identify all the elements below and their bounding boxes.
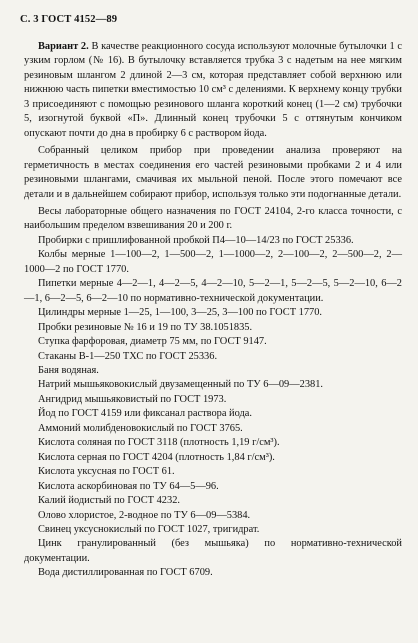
assembly-paragraph: Собранный целиком прибор при проведении анализа проверяют на герметичность в местах соединения его частей резиновыми пробками 2 и 4 или резиновыми шлангами, смачивая их мыльной пеной. После этого помечают все детали и в дальнейшем собирают прибор, используя только эти подогнанные детали. [24, 145, 402, 200]
equipment-item: Стаканы В-1—250 ТХС по ГОСТ 25336. [38, 350, 218, 362]
equipment-item: Колбы мерные 1—100—2, 1—500—2, 1—1000—2, 2—100—2, 2—500—2, 2—1000—2 по ГОСТ 1770. [24, 249, 402, 275]
reagent-item: Кислота соляная по ГОСТ 3118 (плотность 1,19 г/см³). [38, 437, 280, 449]
page-content [24, 40, 402, 581]
reagent-item: Йод по ГОСТ 4159 или фиксанал раствора йода. [38, 408, 253, 420]
variant-label: Вариант 2. [38, 41, 89, 52]
page-header: С. 3 ГОСТ 4152—89 [20, 14, 118, 25]
reagent-item: Кислота аскорбиновая по ТУ 64—5—96. [38, 480, 219, 492]
reagent-item: Аммоний молибденовокислый по ГОСТ 3765. [38, 422, 243, 434]
equipment-item: Весы лабораторные общего назначения по ГОСТ 24104, 2-го класса точности, с наибольшим пределом взвешивания 20 и 200 г. [24, 205, 402, 232]
equipment-item: Пробки резиновые № 16 и 19 по ТУ 38.1051835. [38, 321, 253, 333]
equipment-item: Ступка фарфоровая, диаметр 75 мм, по ГОСТ 9147. [38, 336, 267, 348]
equipment-item: Баня водяная. [38, 364, 99, 376]
equipment-item: Пробирки с пришлифованной пробкой П4—10—14/23 по ГОСТ 25336. [38, 234, 354, 246]
reagent-item: Ангидрид мышьяковистый по ГОСТ 1973. [38, 393, 227, 405]
equipment-item: Пипетки мерные 4—2—1, 4—2—5, 4—2—10, 5—2—1, 5—2—5, 5—2—10, 6—2—1, 6—2—5, 6—2—10 по нормативно-технической документации. [24, 278, 402, 304]
variant-paragraph [24, 40, 402, 141]
reagent-item: Олово хлористое, 2-водное по ТУ 6—09—5384. [38, 509, 251, 521]
reagent-item: Кислота серная по ГОСТ 4204 (плотность 1,84 г/см³). [38, 451, 275, 463]
reagent-item: Натрий мышьяковокислый двузамещенный по ТУ 6—09—2381. [38, 379, 324, 391]
variant-text: В качестве реакционного сосуда используют молочные бутылочки 1 с узким горлом (№ 16). В бутылочку вставляется трубка 3 с надетым на нее мягким резиновым шлангом 2 длиной 2—3 см, которая представляет собой верхнюю или нижнюю часть пипетки вместимостью 10 см³ с делениями. К верхнему концу трубки 3 присоединяют с помощью резинового шланга короткий конец (1—2 см) трубочки 5, изогнутой буквой «П». Длинный конец трубочки 5 с оттянутым кончиком опускают почти до дна в пробирку 6 с раствором йода. [24, 41, 402, 139]
equipment-item: Цилиндры мерные 1—25, 1—100, 3—25, 3—100 по ГОСТ 1770. [38, 307, 323, 319]
reagent-item: Свинец уксуснокислый по ГОСТ 1027, тригидрат. [38, 523, 260, 535]
reagent-item: Вода дистиллированная по ГОСТ 6709. [38, 567, 213, 579]
reagent-item: Цинк гранулированный (без мышьяка) по нормативно-технической документации. [24, 538, 402, 564]
reagent-item: Кислота уксусная по ГОСТ 61. [38, 466, 175, 478]
reagent-item: Калий йодистый по ГОСТ 4232. [38, 495, 180, 507]
